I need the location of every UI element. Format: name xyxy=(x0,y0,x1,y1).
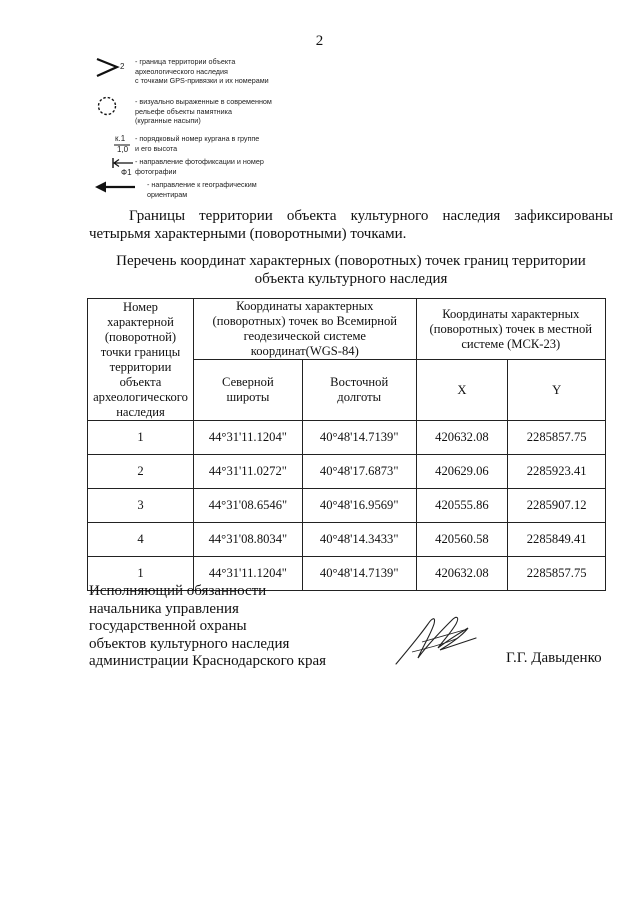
paragraph-line: четырьмя характерными (поворотными) точками. xyxy=(89,226,407,242)
cell-latitude: 44°31'11.1204" xyxy=(193,557,302,591)
cell-longitude: 40°48'14.3433" xyxy=(302,523,416,557)
cell-point: 3 xyxy=(88,489,194,523)
cell-latitude: 44°31'11.1204" xyxy=(193,421,302,455)
cell-y: 2285857.75 xyxy=(508,557,606,591)
handwritten-signature xyxy=(392,608,482,668)
legend-text-line: археологического наследия xyxy=(135,66,228,76)
dashed-circle-icon xyxy=(95,94,119,118)
legend-text-line: - направление к географическим xyxy=(147,180,257,189)
signatory-line: начальника управления xyxy=(89,600,239,617)
cell-y: 2285857.75 xyxy=(508,421,606,455)
cell-latitude: 44°31'11.0272" xyxy=(193,455,302,489)
signatory-line: объектов культурного наследия xyxy=(89,635,290,652)
table-row xyxy=(88,455,606,489)
legend-text-line: - направление фотофиксации и номер xyxy=(135,157,264,166)
cell-point: 1 xyxy=(88,557,194,591)
legend-point-number: 2 xyxy=(120,62,125,71)
cell-latitude: 44°31'08.8034" xyxy=(193,523,302,557)
legend-text-line: - граница территории объекта xyxy=(135,57,236,66)
legend-text-line: - порядковый номер кургана в группе xyxy=(135,134,260,143)
legend-text-line: ориентирам xyxy=(147,189,188,199)
cell-y: 2285907.12 xyxy=(508,489,606,523)
cell-longitude: 40°48'14.7139" xyxy=(302,557,416,591)
list-title xyxy=(89,252,613,288)
list-title-line: объекта культурного наследия xyxy=(254,271,448,287)
legend-text-line: и его высота xyxy=(135,143,178,153)
signatory-line: Исполняющий обязанности xyxy=(89,583,267,599)
table-row xyxy=(88,421,606,455)
header-point-number: Номер характерной (поворотной) точки границы территории объекта археологического наследия xyxy=(88,299,194,421)
legend-text-line: (курганные насыпи) xyxy=(135,116,201,125)
list-title-line: Перечень координат характерных (поворотных) точек границ территории xyxy=(116,253,586,269)
coordinates-table xyxy=(87,298,606,591)
table-row xyxy=(88,523,606,557)
cell-y: 2285849.41 xyxy=(508,523,606,557)
header-north-latitude: Северной широты xyxy=(193,360,302,421)
cell-x: 420629.06 xyxy=(416,455,508,489)
page-number: 2 xyxy=(315,33,324,49)
cell-latitude: 44°31'08.6546" xyxy=(193,489,302,523)
header-y: Y xyxy=(508,360,606,421)
cell-longitude: 40°48'17.6873" xyxy=(302,455,416,489)
legend-text-line: с точками GPS-привязки и их номерами xyxy=(135,76,269,85)
legend-text-line: фотографии xyxy=(135,166,177,176)
legend-text-line: рельефе объекты памятника xyxy=(135,106,232,116)
signatory-name: Г.Г. Давыденко xyxy=(506,650,602,666)
boundary-angle-icon xyxy=(95,57,121,79)
legend-text-line: - визуально выраженные в современном xyxy=(135,97,272,106)
header-x: X xyxy=(416,360,508,421)
cell-x: 420560.58 xyxy=(416,523,508,557)
cell-point: 2 xyxy=(88,455,194,489)
signatory-line: государственной охраны xyxy=(89,618,247,634)
cell-longitude: 40°48'16.9569" xyxy=(302,489,416,523)
cell-x: 420555.86 xyxy=(416,489,508,523)
cell-point: 1 xyxy=(88,421,194,455)
arrow-left-icon xyxy=(95,181,137,193)
header-wgs84: Координаты характерных (поворотных) точек во Всемирной геодезической системе координат(WGS-84) xyxy=(193,299,416,360)
table-row xyxy=(88,489,606,523)
signatory-position xyxy=(89,583,326,671)
header-msk23: Координаты характерных (поворотных) точек в местной системе (МСК-23) xyxy=(416,299,605,360)
cell-x: 420632.08 xyxy=(416,557,508,591)
boundary-paragraph xyxy=(89,207,613,243)
cell-x: 420632.08 xyxy=(416,421,508,455)
header-east-longitude: Восточной долготы xyxy=(302,360,416,421)
cell-longitude: 40°48'14.7139" xyxy=(302,421,416,455)
signatory-line: администрации Краснодарского края xyxy=(89,653,327,669)
paragraph-line: Границы территории объекта культурного наследия зафиксированы xyxy=(129,208,613,224)
cell-y: 2285923.41 xyxy=(508,455,606,489)
cell-point: 4 xyxy=(88,523,194,557)
